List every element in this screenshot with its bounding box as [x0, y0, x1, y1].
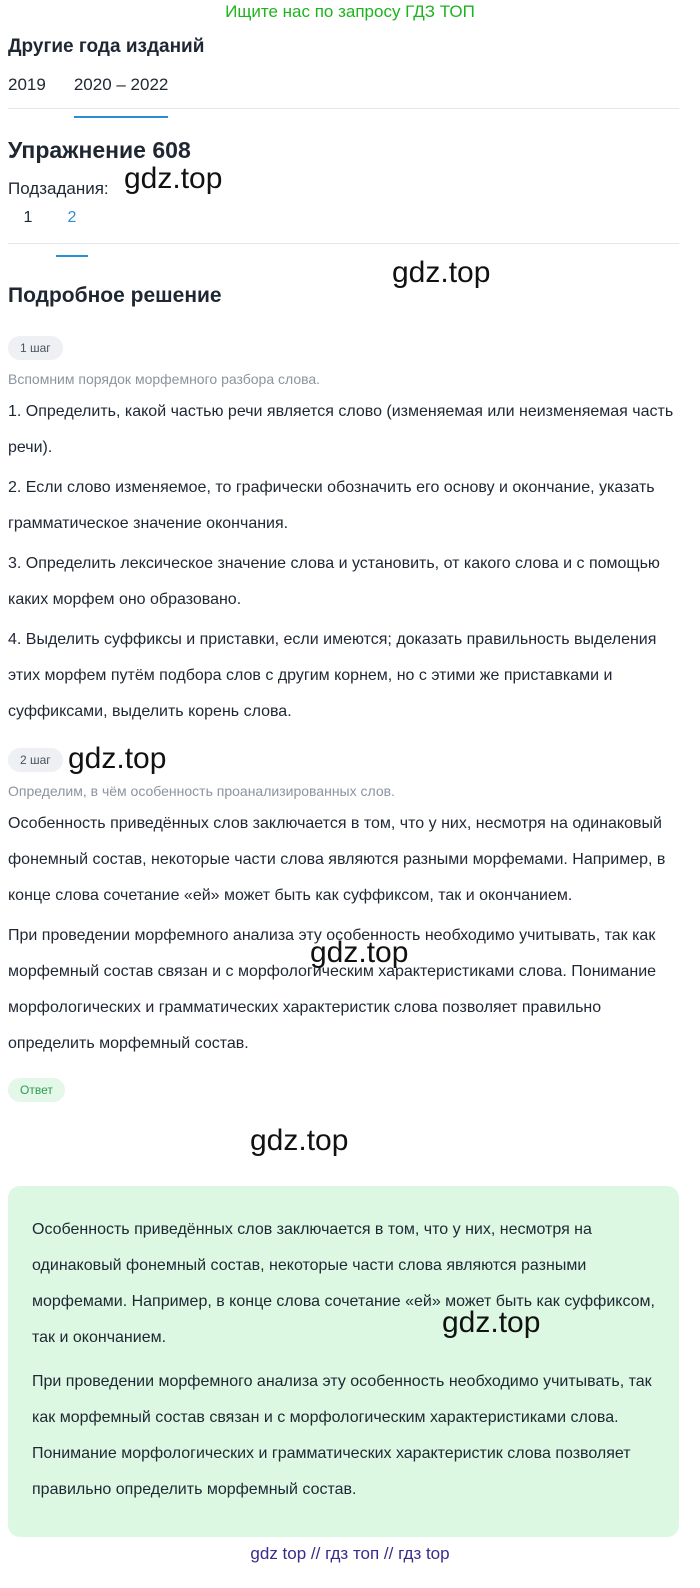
solution-title: Подробное решение	[8, 284, 222, 307]
step-hint: Определим, в чём особенность проанализированных слов.	[8, 783, 395, 799]
answer-paragraph: При проведении морфемного анализа эту особенность необходимо учитывать, так как морфемный состав связан и с морфологическим характеристиками слова. Понимание морфологических и грамматических характеристик слова позволяет правильно определить морфемный состав.	[32, 1373, 652, 1498]
subtasks-label: Подзадания:	[8, 179, 109, 198]
step-item: 3. Определить лексическое значение слова и установить, от какого слова и с помощью каких морфем оно образовано.	[8, 555, 660, 608]
step-item: 1. Определить, какой частью речи является слово (изменяемая или неизменяемая часть речи).	[8, 403, 674, 456]
editions-tabs	[8, 72, 679, 109]
footer-links[interactable]: gdz top // гдз топ // гдз top	[250, 1544, 450, 1563]
step-2	[0, 748, 700, 1062]
promo-banner[interactable]: Ищите нас по запросу ГДЗ ТОП	[225, 2, 475, 21]
watermark: gdz.top	[392, 256, 491, 289]
subtasks-tabs	[8, 207, 679, 244]
answer-box	[8, 1186, 679, 1537]
watermark: gdz.top	[250, 1124, 349, 1157]
edition-tab-2019[interactable]: 2019	[8, 75, 46, 94]
watermark: gdz.top	[124, 162, 223, 195]
answer-label-row	[0, 1078, 700, 1102]
step-badge: 1 шаг	[8, 336, 63, 360]
step-badge: 2 шаг	[8, 748, 63, 772]
step-1	[0, 336, 700, 730]
step-item: 4. Выделить суффиксы и приставки, если имеются; доказать правильность выделения этих морфем путём подбора слов с другим корнем, но с этими же приставками и суффиксами, выделить корень слова.	[8, 631, 657, 720]
subtask-tab-2[interactable]: 2	[52, 207, 92, 243]
step-item: 2. Если слово изменяемое, то графически обозначить его основу и окончание, указать грамматическое значение окончания.	[8, 479, 655, 532]
step-hint: Вспомним порядок морфемного разбора слова.	[8, 371, 321, 387]
step-paragraph: Особенность приведённых слов заключается в том, что у них, несмотря на одинаковый фонемный состав, некоторые части слова являются разными морфемами. Например, в конце слова сочетание «ей» может быть как суффиксом, так и окончанием.	[8, 815, 666, 904]
watermark: gdz.top	[68, 742, 167, 775]
edition-tab-2020-2022[interactable]: 2020 – 2022	[74, 72, 169, 108]
exercise-title: Упражнение 608	[8, 137, 191, 163]
watermark: gdz.top	[310, 936, 409, 969]
watermark: gdz.top	[442, 1306, 541, 1339]
answer-badge: Ответ	[8, 1078, 65, 1102]
editions-title: Другие года изданий	[8, 36, 205, 57]
answer-paragraph: Особенность приведённых слов заключается в том, что у них, несмотря на одинаковый фонемный состав, некоторые части слова являются разными морфемами. Например, в конце слова сочетание «ей» может быть как суффиксом, так и окончанием.	[32, 1221, 655, 1346]
step-paragraph: При проведении морфемного анализа эту особенность необходимо учитывать, так как морфемный состав связан и с морфологическим характеристиками слова. Понимание морфологических и грамматических характеристик слова позволяет правильно определить морфемный состав.	[8, 927, 657, 1052]
subtask-tab-1[interactable]: 1	[23, 209, 33, 226]
